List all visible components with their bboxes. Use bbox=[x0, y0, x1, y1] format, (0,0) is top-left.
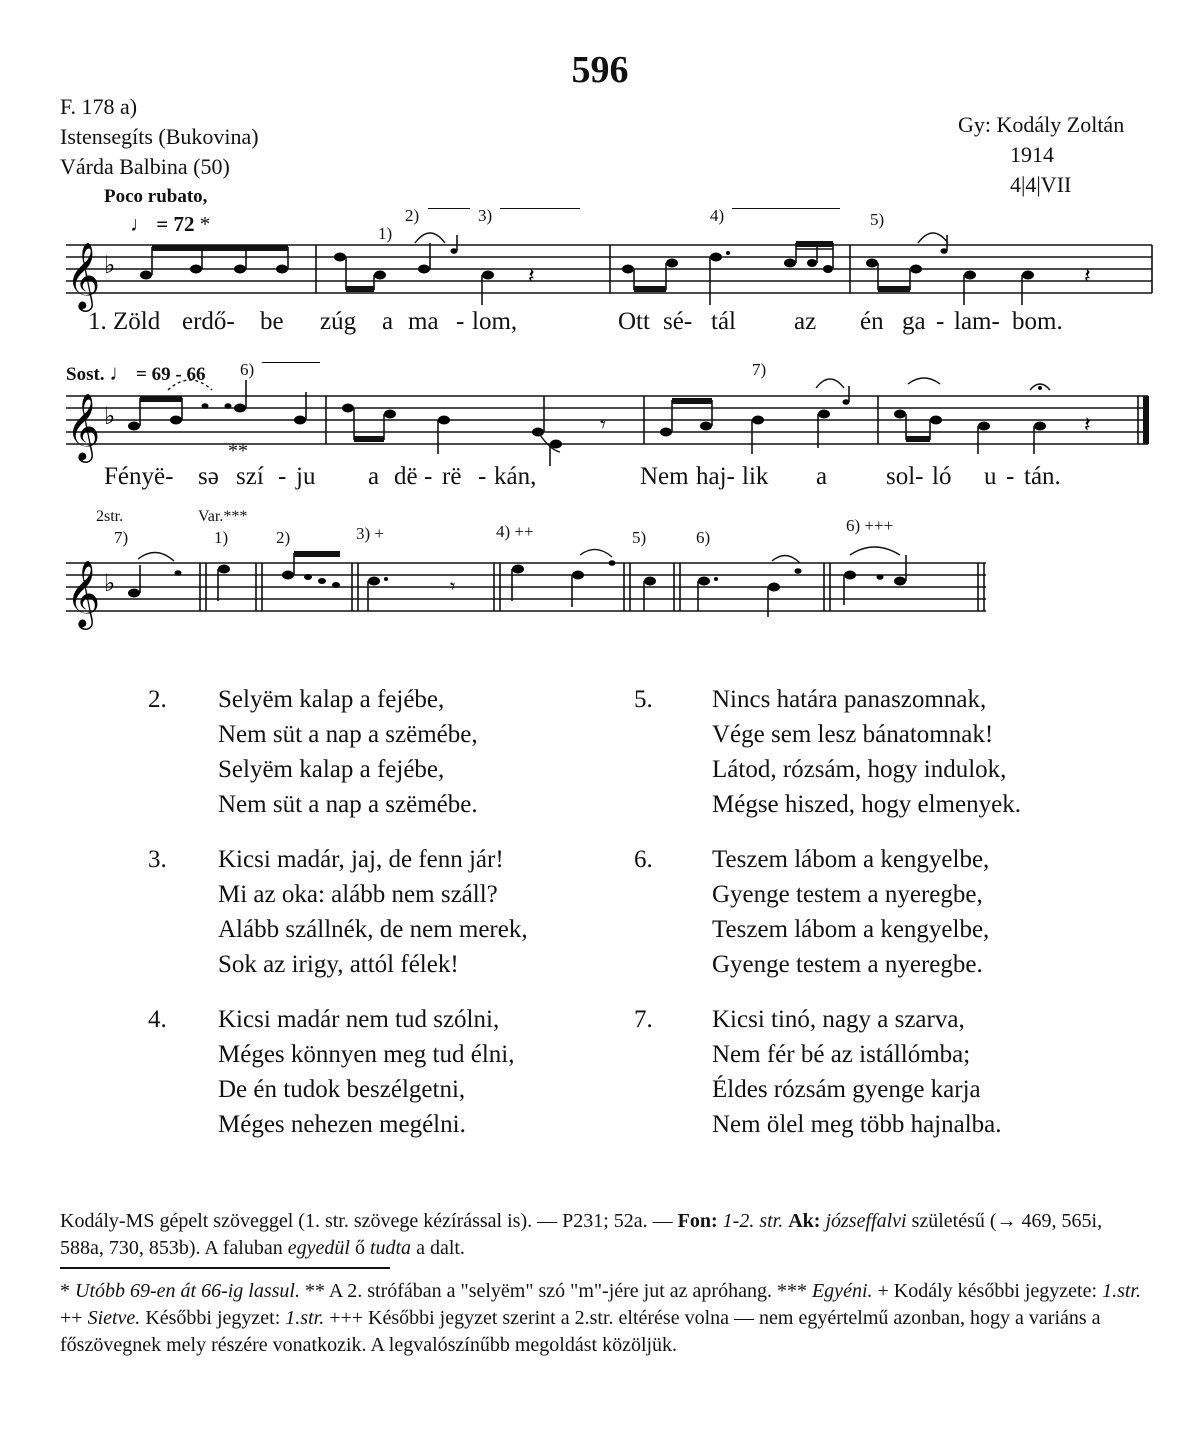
lyric-syllable: bom. bbox=[1012, 308, 1063, 335]
svg-text:♭: ♭ bbox=[104, 404, 116, 430]
measure bbox=[660, 379, 850, 454]
var-mark: 6) bbox=[696, 528, 711, 547]
var-mark: 3) + bbox=[356, 524, 384, 543]
var-mark: 4) ++ bbox=[496, 522, 534, 541]
lyric-syllable: lom, bbox=[472, 308, 518, 335]
stanza-text: Kicsi madár nem tud szólni, Méges könnyen meg tud élni, De én tudok beszélgetni, Méges nehezen megélni. bbox=[218, 1006, 515, 1138]
var-line bbox=[262, 362, 320, 363]
lyric-syllable: rë bbox=[442, 463, 462, 490]
lyric-syllable: szí bbox=[236, 463, 264, 490]
var-mark: 1) bbox=[214, 528, 229, 547]
variant-2str-label: 2str. bbox=[96, 508, 124, 525]
lyric-syllable: lik bbox=[742, 463, 769, 490]
var-line bbox=[500, 208, 580, 209]
tempo-marking: ♩ = 72 * bbox=[130, 212, 211, 236]
lyric-syllable: 1. Zöld bbox=[88, 308, 161, 335]
stanza-number: 5. bbox=[634, 686, 653, 713]
quarter-note-icon: ♩ bbox=[109, 360, 132, 385]
svg-text:𝄾: 𝄾 bbox=[450, 576, 456, 598]
var-mark: 7) bbox=[752, 360, 767, 379]
collector: Gy: Kodály Zoltán bbox=[958, 112, 1125, 137]
lyric-syllable: - bbox=[1006, 463, 1015, 490]
lyric-syllable: sé- bbox=[663, 308, 693, 335]
measure bbox=[894, 378, 1091, 454]
stanza-text: Nincs határa panaszomnak, Vége sem lesz bánatomnak! Látod, rózsám, hogy indulok, Mégse hiszed, hogy elmenyek. bbox=[712, 686, 1021, 818]
tempo-label: Poco rubato, bbox=[104, 186, 208, 207]
measure bbox=[128, 380, 306, 431]
lyric-syllable: be bbox=[260, 308, 284, 335]
lyric-syllable: tál bbox=[711, 308, 736, 335]
var-mark: 6) bbox=[240, 360, 255, 379]
page-number: 596 bbox=[571, 49, 629, 91]
svg-text:𝄾: 𝄾 bbox=[600, 412, 606, 437]
classification: 4|4|VII bbox=[1010, 172, 1072, 197]
svg-text:𝄽: 𝄽 bbox=[1084, 412, 1091, 437]
lyric-syllable: a bbox=[816, 463, 828, 490]
footnote-divider bbox=[60, 1267, 390, 1269]
lyric-syllable: sol- bbox=[886, 463, 924, 490]
lyric-syllable: dë bbox=[394, 463, 418, 490]
lyric-syllable: sə bbox=[198, 463, 219, 490]
stanza-number: 3. bbox=[148, 846, 167, 873]
measure bbox=[342, 396, 606, 466]
stanza-number: 2. bbox=[148, 686, 167, 713]
lyric-syllable: az bbox=[794, 308, 817, 335]
staff-lines bbox=[66, 245, 1152, 293]
lyric-syllable: Fényë- bbox=[104, 463, 174, 490]
performer: Várda Balbina (50) bbox=[60, 154, 230, 179]
lyric-syllable: - bbox=[278, 463, 287, 490]
measure bbox=[140, 247, 288, 280]
stanza-text: Kicsi madár, jaj, de fenn jár! Mi az oka: alább nem száll? Alább szállnék, de nem merek, Sok az irigy, attól félek! bbox=[218, 846, 528, 978]
var-mark: 3) bbox=[478, 206, 493, 225]
var-mark: 7) bbox=[114, 528, 129, 547]
rest-icon: 𝄽 bbox=[528, 263, 535, 288]
var-mark: 1) bbox=[378, 224, 393, 243]
quarter-note-icon: ♩ bbox=[130, 212, 151, 236]
svg-text:𝄞: 𝄞 bbox=[66, 561, 101, 626]
lyric-syllable: erdő- bbox=[182, 308, 235, 335]
lyric-syllable: a bbox=[368, 463, 380, 490]
lyric-syllable: Nem bbox=[640, 463, 689, 490]
year: 1914 bbox=[1010, 142, 1054, 167]
treble-clef-icon: 𝄞 bbox=[66, 243, 101, 308]
stanza-number: 7. bbox=[634, 1006, 653, 1033]
var-line bbox=[428, 208, 470, 209]
lyric-syllable: a bbox=[382, 308, 394, 335]
var-mark: 6) +++ bbox=[846, 516, 894, 535]
staff-3-variants bbox=[60, 545, 1000, 630]
lyric-syllable: ló bbox=[932, 463, 952, 490]
lyric-syllable: kán, bbox=[494, 463, 537, 490]
variant-var-label: Var.*** bbox=[198, 508, 248, 525]
stanza-number: 6. bbox=[634, 846, 653, 873]
source-note: Kodály-MS gépelt szöveggel (1. str. szövege kézírással is). — P231; 52a. — Fon: 1-2. str. Ak: józseffalvi születésű (→ 469, 565i, 588a, 730, 853b). A faluban egyedül ő tudta a dalt. bbox=[60, 1210, 1103, 1259]
lyric-syllable: ga bbox=[902, 308, 926, 335]
stanza-text: Kicsi tinó, nagy a szarva, Nem fér bé az istállómba; Éldes rózsám gyenge karja Nem ölel meg több hajnalba. bbox=[712, 1006, 1002, 1138]
lyric-syllable: ma bbox=[408, 308, 439, 335]
lyric-syllable: lam- bbox=[954, 308, 1000, 335]
lyric-syllable: haj- bbox=[696, 463, 735, 490]
location: Istensegíts (Bukovina) bbox=[60, 124, 259, 149]
svg-text:𝄽: 𝄽 bbox=[1084, 263, 1091, 288]
lyric-syllable: ju bbox=[296, 463, 316, 490]
tempo2-marking: Sost. ♩ = 69 - 66 bbox=[66, 360, 206, 385]
var-mark: 5) bbox=[632, 528, 647, 547]
lyric-syllable: - bbox=[424, 463, 433, 490]
stanza-number: 4. bbox=[148, 1006, 167, 1033]
source-info bbox=[60, 92, 259, 182]
lyric-syllable: - bbox=[478, 463, 487, 490]
lyric-syllable: zúg bbox=[320, 308, 357, 335]
measure bbox=[622, 243, 833, 305]
svg-text:𝄞: 𝄞 bbox=[66, 394, 101, 459]
lyric-syllable: u bbox=[984, 463, 997, 490]
var-mark: 4) bbox=[710, 206, 725, 225]
stanza-text: Teszem lábom a kengyelbe, Gyenge testem a nyeregbe, Teszem lábom a kengyelbe, Gyenge testem a nyeregbe. bbox=[712, 846, 990, 978]
lyric-syllable: - bbox=[456, 308, 465, 335]
lyric-syllable: én bbox=[860, 308, 884, 335]
collector-info bbox=[958, 110, 1148, 200]
var-mark: 2) bbox=[276, 528, 291, 547]
var-mark: 5) bbox=[870, 210, 885, 229]
double-star: ** bbox=[228, 440, 248, 462]
stanza-text: Selyëm kalap a fejébe, Nem süt a nap a szëmébe, Selyëm kalap a fejébe, Nem süt a nap a szëmébe. bbox=[218, 686, 478, 818]
var-mark: 2) bbox=[405, 206, 420, 225]
var-line bbox=[732, 208, 840, 209]
flat-icon: ♭ bbox=[104, 253, 116, 279]
lyric-syllable: - bbox=[936, 308, 945, 335]
svg-text:♭: ♭ bbox=[104, 571, 116, 597]
lyric-syllable: tán. bbox=[1024, 463, 1061, 490]
catalog-ref: F. 178 a) bbox=[60, 94, 138, 119]
staff-2 bbox=[60, 370, 1160, 470]
footnotes: * Utóbb 69-en át 66-ig lassul. ** A 2. strófában a "selyëm" szó "m"-jére jut az apróhang. *** Egyéni. + Kodály későbbi jegyzete: 1.str. ++ Sietve. Későbbi jegyzet: 1.str. +++ Későbbi jegyzet szerint a 2.str. eltérése volna — nem egyértelmű azonban, hogy a variáns a főszövegnek mely részére vonatkozik. A legvalószínűbb megoldást közöljük. bbox=[60, 1280, 1141, 1356]
lyric-syllable: Ott bbox=[618, 308, 650, 335]
